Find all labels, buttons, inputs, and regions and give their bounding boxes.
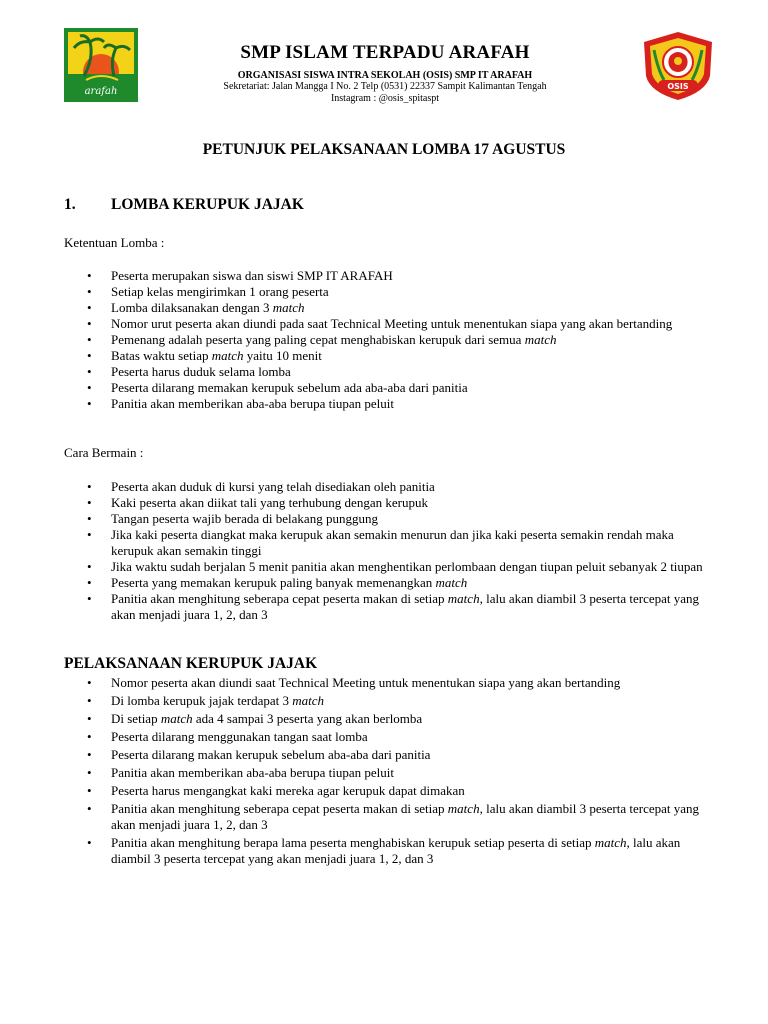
list-item (0, 729, 711, 745)
list-item (0, 380, 711, 396)
list-item (0, 591, 711, 623)
bullet-icon: • (87, 268, 92, 283)
bullet-icon: • (87, 396, 92, 411)
list-item (0, 284, 711, 300)
list-item-text: Panitia akan memberikan aba-aba berupa tiupan peluit (111, 765, 394, 780)
bullet-icon: • (87, 479, 92, 494)
list-item (0, 268, 711, 284)
list-item (0, 835, 711, 867)
list-item (0, 495, 711, 511)
list-item-text: Peserta harus duduk selama lomba (111, 364, 291, 379)
bullet-icon: • (87, 511, 92, 526)
list-item (0, 675, 711, 691)
section2-title: PELAKSANAAN KERUPUK JAJAK (64, 655, 318, 672)
italic-term: match (447, 801, 480, 816)
list-item-text: Setiap kelas mengirimkan 1 orang peserta (111, 284, 329, 299)
list-item (0, 559, 711, 575)
list-item (0, 348, 711, 364)
italic-term: match (447, 591, 480, 606)
bullet-icon: • (87, 783, 92, 798)
address-value: : Jalan Mangga I No. 2 Telp (0531) 22337 Sampit Kalimantan Tengah (266, 81, 547, 92)
instagram-line: Instagram : @osis_spitaspt (330, 93, 440, 104)
list-item-text: Panitia akan menghitung berapa lama peserta menghabiskan kerupuk setiap peserta di setiap (111, 835, 595, 850)
list-item-text: Panitia akan memberikan aba-aba berupa tiupan peluit (111, 396, 394, 411)
list-item-text: , lalu akan diambil 3 peserta tercepat yang akan menjadi juara 1, 2, dan 3 (111, 591, 700, 622)
bullet-icon: • (87, 575, 92, 590)
school-logo (64, 28, 138, 102)
bullet-icon: • (87, 348, 92, 363)
list-item (0, 693, 711, 709)
bullet-icon: • (87, 591, 92, 606)
list-item-text: Nomor peserta akan diundi saat Technical Meeting untuk menentukan siapa yang akan bertanding (111, 675, 621, 690)
list-item-text: Peserta dilarang makan kerupuk sebelum aba-aba dari panitia (111, 747, 431, 762)
italic-term: match (594, 835, 627, 850)
list-item (0, 711, 711, 727)
organization-name: ORGANISASI SISWA INTRA SEKOLAH (OSIS) SMP IT ARAFAH (237, 70, 533, 81)
list-item-text: Jika waktu sudah berjalan 5 menit panitia akan menghentikan perlombaan dengan tiupan peluit sebanyak 2 tiupan (111, 559, 703, 574)
list-item (0, 300, 711, 316)
bullet-icon: • (87, 559, 92, 574)
address-label: Sekretariat (223, 81, 267, 92)
howto-list (0, 479, 711, 623)
list-item-text: Nomor urut peserta akan diundi pada saat Technical Meeting untuk menentukan siapa yang akan bertanding (111, 316, 673, 331)
italic-term: match (524, 332, 557, 347)
list-item-text: Di setiap (111, 711, 161, 726)
list-item-text: Peserta dilarang menggunakan tangan saat lomba (111, 729, 368, 744)
list-item-text: Kaki peserta akan diikat tali yang terhubung dengan kerupuk (111, 495, 428, 510)
list-item (0, 364, 711, 380)
list-item-text: Lomba dilaksanakan dengan 3 (111, 300, 273, 315)
bullet-icon: • (87, 316, 92, 331)
list-item (0, 396, 711, 412)
list-item-text: Peserta yang memakan kerupuk paling banyak memenangkan (111, 575, 436, 590)
bullet-icon: • (87, 835, 92, 850)
bullet-icon: • (87, 364, 92, 379)
howto-label: Cara Bermain : (64, 445, 144, 460)
italic-term: match (435, 575, 468, 590)
list-item (0, 783, 711, 799)
execution-list (0, 675, 711, 869)
list-item-text: Pemenang adalah peserta yang paling cepat menghabiskan kerupuk dari semua (111, 332, 525, 347)
document-title: PETUNJUK PELAKSANAAN LOMBA 17 AGUSTUS (202, 141, 566, 158)
list-item-text: , lalu akan diambil 3 peserta tercepat yang akan menjadi juara 1, 2, dan 3 (111, 835, 681, 866)
bullet-icon: • (87, 675, 92, 690)
list-item (0, 765, 711, 781)
bullet-icon: • (87, 693, 92, 708)
school-name: SMP ISLAM TERPADU ARAFAH (240, 42, 530, 63)
italic-term: match (160, 711, 193, 726)
list-item (0, 511, 711, 527)
rules-list (0, 268, 711, 412)
section-title: LOMBA KERUPUK JAJAK (111, 196, 304, 213)
list-item-text: Peserta harus mengangkat kaki mereka agar kerupuk dapat dimakan (111, 783, 465, 798)
list-item (0, 332, 711, 348)
bullet-icon: • (87, 380, 92, 395)
section-number: 1. (64, 196, 76, 213)
list-item (0, 316, 711, 332)
list-item (0, 527, 711, 559)
list-item-text: , lalu akan diambil 3 peserta tercepat yang akan menjadi juara 1, 2, dan 3 (111, 801, 700, 832)
osis-logo-text: OSIS (667, 82, 689, 91)
list-item-text: Di lomba kerupuk jajak terdapat 3 (111, 693, 293, 708)
list-item-text: Peserta merupakan siswa dan siswi SMP IT ARAFAH (111, 268, 393, 283)
bullet-icon: • (87, 527, 92, 542)
list-item-text: Batas waktu setiap (111, 348, 212, 363)
bullet-icon: • (87, 300, 92, 315)
bullet-icon: • (87, 711, 92, 726)
italic-term: match (211, 348, 244, 363)
list-item-text: Jika kaki peserta diangkat maka kerupuk akan semakin menurun dan jika kaki peserta semakin rendah maka kerupuk akan semakin tinggi (111, 527, 674, 558)
rules-label: Ketentuan Lomba : (64, 235, 165, 250)
bullet-icon: • (87, 747, 92, 762)
italic-term: match (292, 693, 325, 708)
list-item (0, 801, 711, 833)
list-item-text: Panitia akan menghitung seberapa cepat peserta makan di setiap (111, 591, 448, 606)
school-logo-text: arafah (84, 86, 118, 97)
list-item-text: Tangan peserta wajib berada di belakang punggung (111, 511, 378, 526)
bullet-icon: • (87, 801, 92, 816)
bullet-icon: • (87, 729, 92, 744)
bullet-icon: • (87, 495, 92, 510)
bullet-icon: • (87, 332, 92, 347)
list-item-text: Panitia akan menghitung seberapa cepat peserta makan di setiap (111, 801, 448, 816)
osis-logo (640, 30, 716, 102)
list-item (0, 575, 711, 591)
italic-term: match (272, 300, 305, 315)
bullet-icon: • (87, 765, 92, 780)
list-item-text: Peserta akan duduk di kursi yang telah disediakan oleh panitia (111, 479, 435, 494)
list-item-text: Peserta dilarang memakan kerupuk sebelum ada aba-aba dari panitia (111, 380, 468, 395)
list-item-text: yaitu 10 menit (243, 348, 322, 363)
list-item (0, 747, 711, 763)
list-item-text: ada 4 sampai 3 peserta yang akan berlomba (192, 711, 423, 726)
bullet-icon: • (87, 284, 92, 299)
address-line (140, 81, 630, 92)
list-item (0, 479, 711, 495)
